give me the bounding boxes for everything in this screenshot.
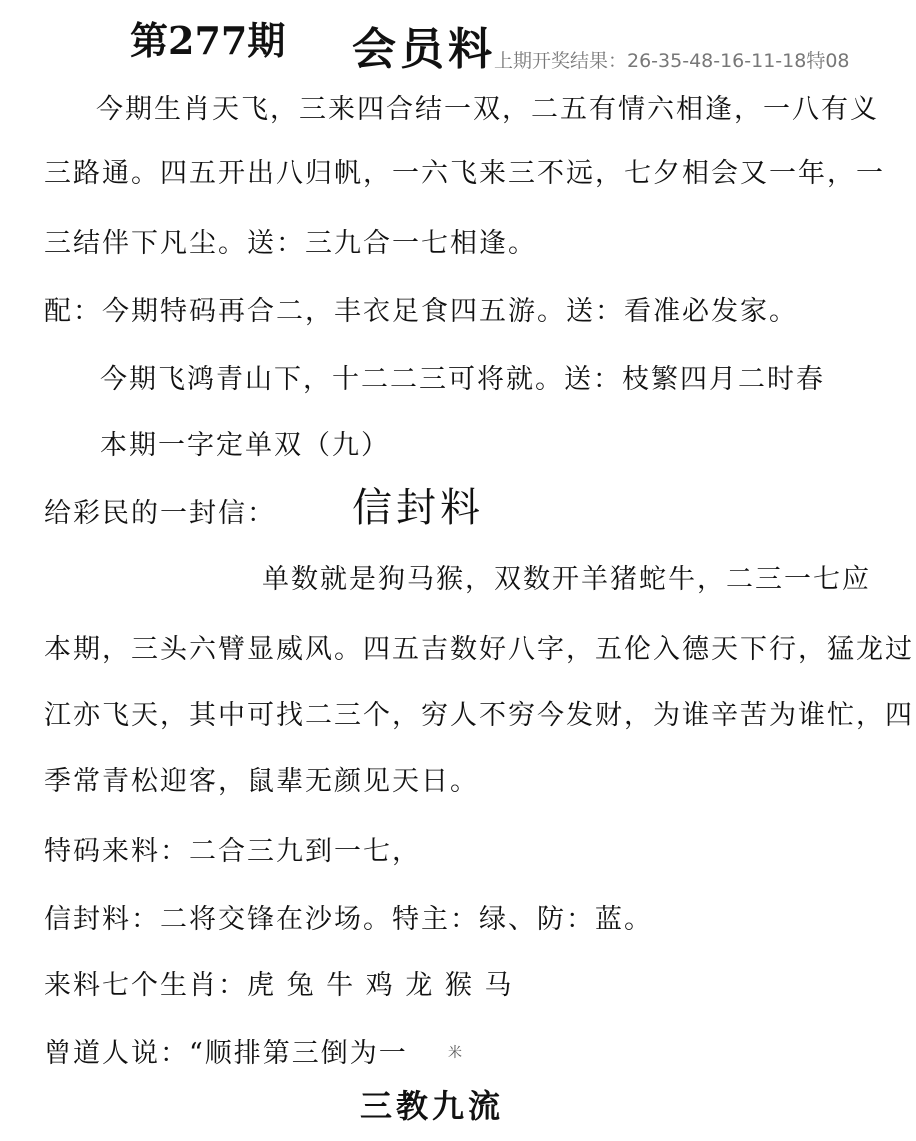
zeng-daoren-line: 曾道人说：“顺排第三倒为一 (44, 1038, 408, 1069)
special-code-line: 特码来料：二合三九到一七， (44, 836, 421, 867)
letter-line-1: 单数就是狗马猴，双数开羊猪蛇牛，二三一七应 (262, 564, 871, 595)
letter-line-4: 季常青松迎客，鼠辈无颜见天日。 (44, 766, 479, 797)
one-char-line: 本期一字定单双（九） (100, 430, 390, 461)
letter-line-2: 本期，三头六臂显威风。四五吉数好八字，五伦入德天下行，猛龙过 (44, 634, 914, 665)
poem-line-3: 三结伴下凡尘。送：三九合一七相逢。 (44, 228, 537, 259)
feihong-line: 今期飞鸿青山下，十二二三可将就。送：枝繁四月二时春 (100, 364, 825, 395)
pei-line: 配：今期特码再合二，丰衣足食四五游。送：看准必发家。 (44, 296, 798, 327)
last-draw-result: 上期开奖结果：26-35-48-16-11-18特08 (494, 50, 850, 72)
page-title: 会员料 (352, 24, 496, 75)
letter-label: 给彩民的一封信： (44, 498, 276, 529)
poem-line-2: 三路通。四五开出八归帆，一六飞来三不远，七夕相会又一年，一 (44, 158, 885, 189)
bottom-title: 三教九流 (360, 1087, 505, 1125)
envelope-line: 信封料：二将交锋在沙场。特主：绿、防：蓝。 (44, 904, 653, 935)
poem-line-1: 今期生肖天飞，三来四合结一双，二五有情六相逢，一八有义 (96, 94, 879, 125)
stray-mark: 米 (448, 1045, 462, 1061)
seven-zodiac-line: 来料七个生肖：虎 兔 牛 鸡 龙 猴 马 (44, 970, 514, 1001)
envelope-title: 信封料 (352, 485, 484, 531)
issue-number: 第277期 (130, 18, 286, 63)
letter-line-3: 江亦飞天，其中可找二三个，穷人不穷今发财，为谁辛苦为谁忙，四 (44, 700, 914, 731)
